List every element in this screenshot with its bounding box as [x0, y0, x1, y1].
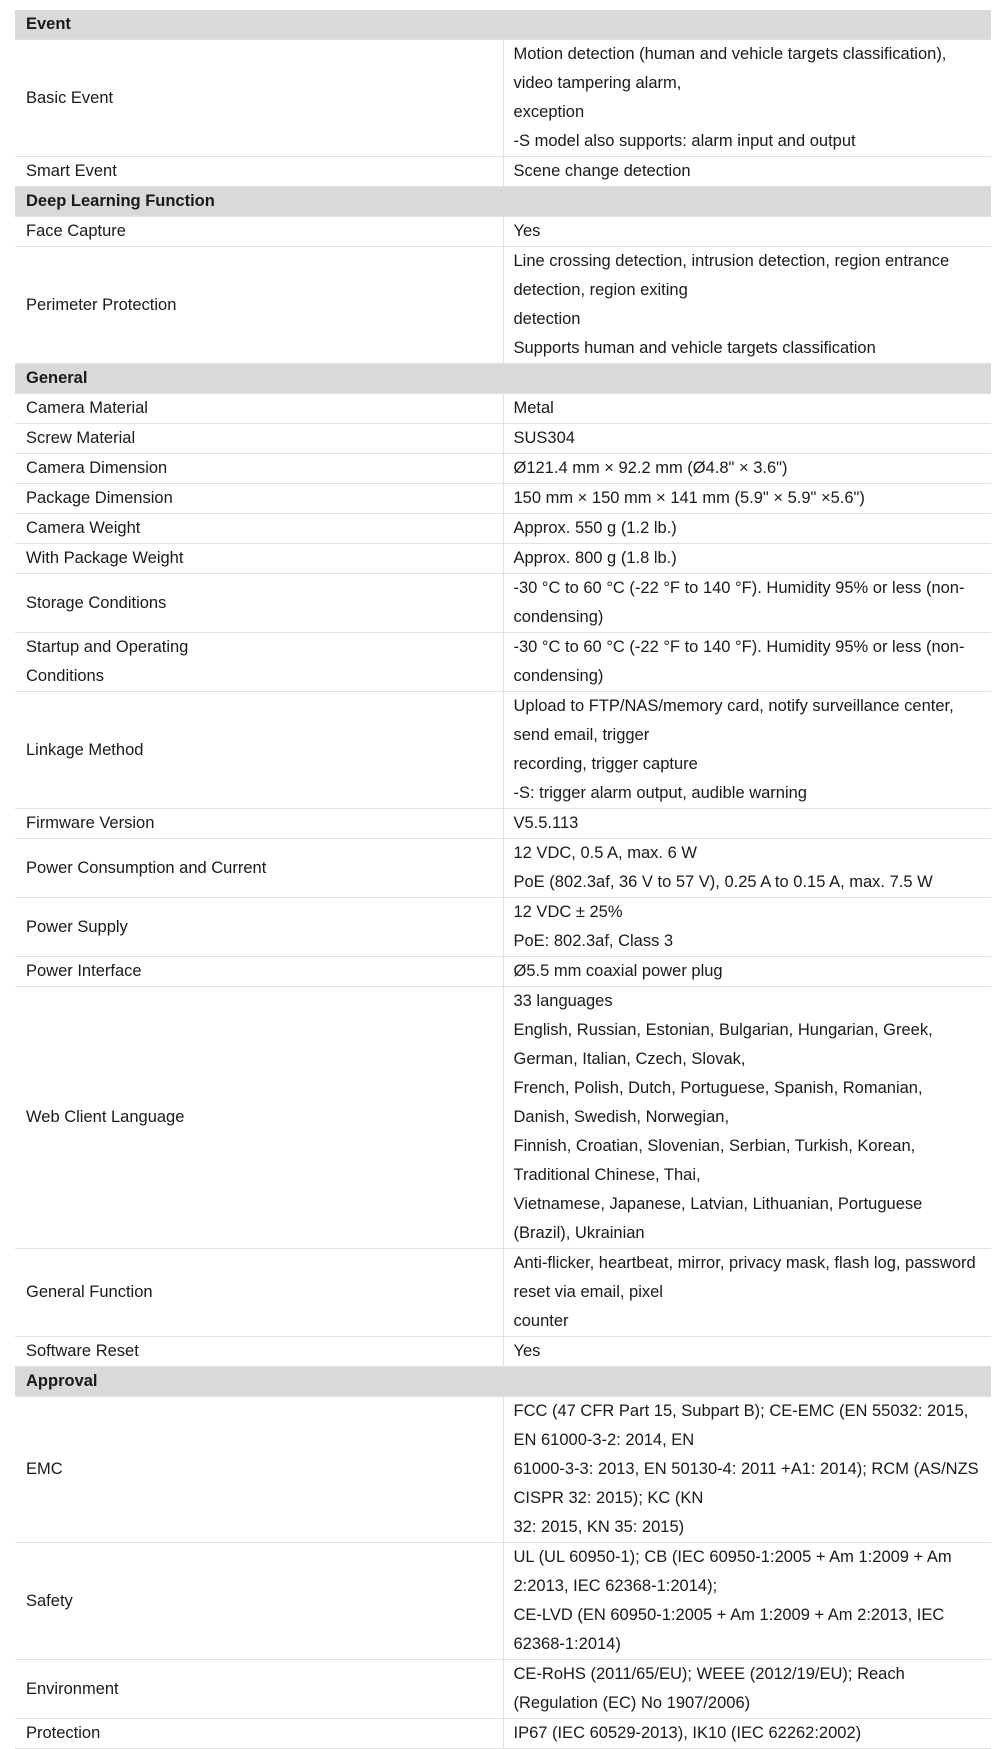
section-header-row — [15, 10, 991, 40]
spec-value — [503, 424, 991, 454]
spec-label — [15, 394, 503, 424]
spec-row — [15, 957, 991, 987]
spec-value-line: PoE (802.3af, 36 V to 57 V), 0.25 A to 0.15 A, max. 7.5 W — [513, 873, 933, 891]
spec-label-line: Firmware Version — [26, 814, 155, 832]
spec-label — [15, 692, 503, 809]
spec-row — [15, 424, 991, 454]
spec-row — [15, 898, 991, 957]
spec-label-line: Basic Event — [26, 88, 114, 107]
spec-value-line: Supports human and vehicle targets classification — [513, 339, 876, 357]
section-title: Event — [15, 10, 991, 40]
spec-value-line: exception — [513, 103, 585, 121]
spec-label — [15, 633, 503, 692]
spec-row — [15, 839, 991, 898]
spec-value — [503, 839, 991, 898]
spec-value-line: Upload to FTP/NAS/memory card, notify surveillance center, send email, trigger — [513, 697, 954, 744]
spec-row — [15, 692, 991, 809]
spec-label — [15, 987, 503, 1249]
spec-value-line: Yes — [513, 222, 541, 240]
spec-value-line: -30 °C to 60 °C (-22 °F to 140 °F). Humidity 95% or less (non-condensing) — [513, 579, 965, 626]
spec-label — [15, 1249, 503, 1337]
spec-value — [503, 957, 991, 987]
spec-row — [15, 1337, 991, 1367]
spec-label-line: Protection — [26, 1724, 101, 1742]
spec-value — [503, 484, 991, 514]
spec-row — [15, 544, 991, 574]
spec-value-line: recording, trigger capture — [513, 755, 698, 773]
spec-value — [503, 1337, 991, 1367]
spec-value-line: -30 °C to 60 °C (-22 °F to 140 °F). Humidity 95% or less (non-condensing) — [513, 638, 965, 685]
spec-label-line: Safety — [26, 1591, 73, 1610]
spec-label — [15, 1660, 503, 1719]
spec-value-line: Ø121.4 mm × 92.2 mm (Ø4.8" × 3.6") — [513, 459, 788, 477]
spec-value-line: PoE: 802.3af, Class 3 — [513, 932, 674, 950]
spec-label-line: Face Capture — [26, 222, 126, 240]
spec-row — [15, 157, 991, 187]
spec-label-line: Environment — [26, 1679, 119, 1698]
spec-value — [503, 514, 991, 544]
spec-value — [503, 217, 991, 247]
spec-value-line: 33 languages — [513, 992, 613, 1010]
spec-value-line: -S model also supports: alarm input and output — [513, 132, 856, 150]
spec-value — [503, 1543, 991, 1660]
spec-label-line: Screw Material — [26, 429, 136, 447]
spec-value-line: V5.5.113 — [513, 814, 579, 832]
section-header-row — [15, 1367, 991, 1397]
spec-value-line: 150 mm × 150 mm × 141 mm (5.9" × 5.9" ×5.6") — [513, 489, 865, 507]
spec-label — [15, 898, 503, 957]
spec-row — [15, 454, 991, 484]
spec-table — [15, 10, 991, 1749]
spec-label-line: Camera Dimension — [26, 459, 168, 477]
spec-label — [15, 957, 503, 987]
spec-label-line: Camera Weight — [26, 519, 141, 537]
spec-value-line: Metal — [513, 399, 554, 417]
spec-value — [503, 1397, 991, 1543]
spec-value-line: Vietnamese, Japanese, Latvian, Lithuanian, Portuguese (Brazil), Ukrainian — [513, 1195, 923, 1242]
spec-value — [503, 1249, 991, 1337]
spec-value-line: 32: 2015, KN 35: 2015) — [513, 1518, 685, 1536]
spec-value-line: Ø5.5 mm coaxial power plug — [513, 962, 723, 980]
section-header-row — [15, 187, 991, 217]
spec-value-line: 12 VDC, 0.5 A, max. 6 W — [513, 844, 697, 862]
spec-value-line: CE-RoHS (2011/65/EU); WEEE (2012/19/EU); Reach (Regulation (EC) No 1907/2006) — [513, 1665, 905, 1712]
spec-row — [15, 1660, 991, 1719]
spec-value — [503, 987, 991, 1249]
spec-label — [15, 157, 503, 187]
spec-row — [15, 1719, 991, 1749]
spec-value — [503, 692, 991, 809]
spec-value-line: English, Russian, Estonian, Bulgarian, Hungarian, Greek, German, Italian, Czech, Slovak, — [513, 1021, 933, 1068]
spec-value-line: CE-LVD (EN 60950-1:2005 + Am 1:2009 + Am 2:2013, IEC 62368-1:2014) — [513, 1606, 945, 1653]
section-title: Approval — [15, 1367, 991, 1397]
spec-row — [15, 987, 991, 1249]
spec-value — [503, 809, 991, 839]
spec-value-line: IP67 (IEC 60529-2013), IK10 (IEC 62262:2002) — [513, 1724, 862, 1742]
spec-row — [15, 394, 991, 424]
spec-label-line: Conditions — [26, 667, 104, 685]
spec-row — [15, 809, 991, 839]
spec-value — [503, 454, 991, 484]
spec-label — [15, 1397, 503, 1543]
spec-label — [15, 424, 503, 454]
spec-label — [15, 40, 503, 157]
spec-value-line: 12 VDC ± 25% — [513, 903, 623, 921]
spec-label-line: Startup and Operating — [26, 638, 189, 656]
spec-label-line: With Package Weight — [26, 549, 184, 567]
spec-label-line: Package Dimension — [26, 489, 173, 507]
spec-label — [15, 809, 503, 839]
spec-label-line: Smart Event — [26, 162, 117, 180]
spec-row — [15, 514, 991, 544]
spec-label-line: General Function — [26, 1283, 153, 1301]
spec-value — [503, 40, 991, 157]
spec-label — [15, 217, 503, 247]
spec-label — [15, 514, 503, 544]
spec-value-line: Anti-flicker, heartbeat, mirror, privacy mask, flash log, password reset via email, pixel — [513, 1254, 976, 1301]
spec-row — [15, 484, 991, 514]
spec-row — [15, 247, 991, 364]
spec-label-line: Perimeter Protection — [26, 295, 177, 314]
section-title: Deep Learning Function — [15, 187, 991, 217]
spec-value — [503, 157, 991, 187]
spec-value-line: -S: trigger alarm output, audible warning — [513, 784, 807, 802]
spec-value-line: French, Polish, Dutch, Portuguese, Spanish, Romanian, Danish, Swedish, Norwegian, — [513, 1079, 923, 1126]
spec-label-line: Power Interface — [26, 962, 142, 980]
spec-label-line: Storage Conditions — [26, 593, 167, 612]
section-header-row — [15, 364, 991, 394]
spec-value — [503, 1660, 991, 1719]
spec-value — [503, 574, 991, 633]
spec-label — [15, 1719, 503, 1749]
spec-label — [15, 574, 503, 633]
spec-row — [15, 1397, 991, 1543]
spec-label — [15, 544, 503, 574]
spec-label-line: Web Client Language — [26, 1108, 185, 1126]
spec-label — [15, 484, 503, 514]
spec-label-line: Power Supply — [26, 917, 128, 936]
spec-row — [15, 574, 991, 633]
section-title: General — [15, 364, 991, 394]
spec-row — [15, 40, 991, 157]
spec-value — [503, 898, 991, 957]
spec-label-line: EMC — [26, 1460, 63, 1478]
spec-row — [15, 1249, 991, 1337]
spec-value — [503, 544, 991, 574]
spec-value-line: detection — [513, 310, 581, 328]
spec-value-line: Scene change detection — [513, 162, 691, 180]
spec-row — [15, 633, 991, 692]
spec-label — [15, 1543, 503, 1660]
spec-value-line: Line crossing detection, intrusion detection, region entrance detection, region exiting — [513, 252, 950, 299]
spec-label-line: Camera Material — [26, 399, 148, 417]
spec-label-line: Software Reset — [26, 1342, 139, 1360]
spec-label — [15, 247, 503, 364]
spec-row — [15, 1543, 991, 1660]
spec-value-line: Finnish, Croatian, Slovenian, Serbian, Turkish, Korean, Traditional Chinese, Thai, — [513, 1137, 916, 1184]
spec-label-line: Power Consumption and Current — [26, 858, 267, 877]
spec-label-line: Linkage Method — [26, 740, 144, 759]
spec-value-line: Motion detection (human and vehicle targets classification), video tampering alarm, — [513, 45, 947, 92]
spec-value — [503, 394, 991, 424]
spec-label — [15, 1337, 503, 1367]
spec-value-line: UL (UL 60950-1); CB (IEC 60950-1:2005 + Am 1:2009 + Am 2:2013, IEC 62368-1:2014); — [513, 1548, 952, 1595]
spec-value-line: Approx. 800 g (1.8 lb.) — [513, 549, 677, 567]
spec-value-line: counter — [513, 1312, 569, 1330]
spec-table-body — [15, 10, 991, 1749]
spec-label — [15, 454, 503, 484]
spec-value-line: FCC (47 CFR Part 15, Subpart B); CE-EMC (EN 55032: 2015, EN 61000-3-2: 2014, EN — [513, 1402, 969, 1449]
spec-label — [15, 839, 503, 898]
spec-value-line: SUS304 — [513, 429, 575, 447]
spec-row — [15, 217, 991, 247]
spec-value — [503, 1719, 991, 1749]
spec-value — [503, 247, 991, 364]
spec-value — [503, 633, 991, 692]
spec-value-line: 61000-3-3: 2013, EN 50130-4: 2011 +A1: 2014); RCM (AS/NZS CISPR 32: 2015); KC (KN — [513, 1460, 979, 1507]
spec-value-line: Yes — [513, 1342, 541, 1360]
spec-value-line: Approx. 550 g (1.2 lb.) — [513, 519, 677, 537]
